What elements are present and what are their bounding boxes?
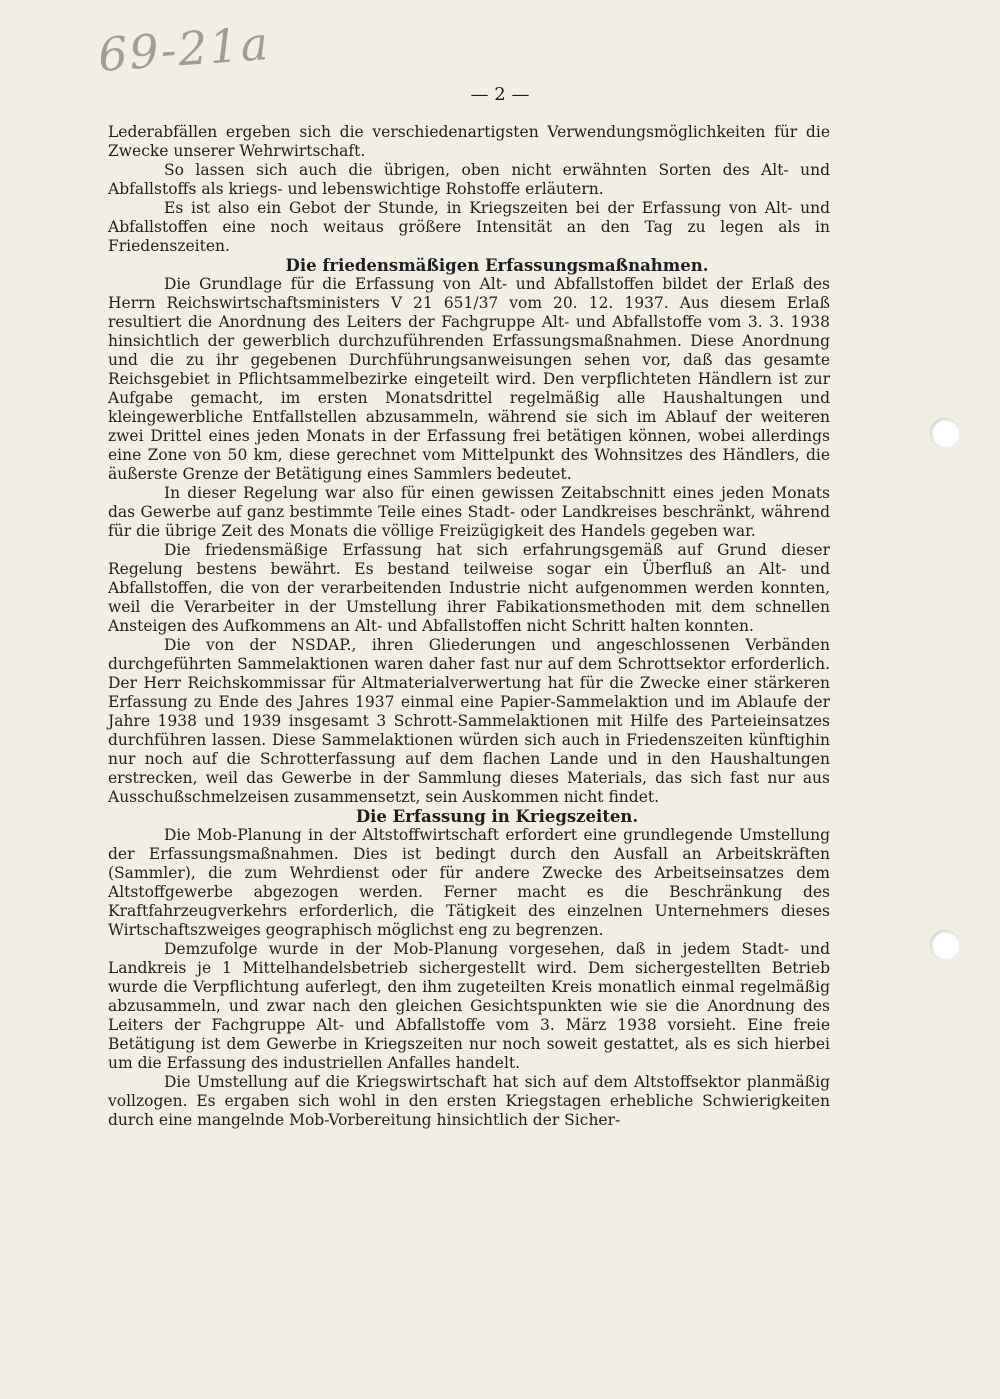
- section-heading: Die Erfassung in Kriegszeiten.: [355, 807, 639, 826]
- paragraph: Lederabfällen ergeben sich die verschiedenartigsten Verwendungsmöglichkeiten für die Zwecke unserer Wehrwirtschaft.: [108, 123, 830, 160]
- paragraph: Demzufolge wurde in der Mob-Planung vorgesehen, daß in jedem Stadt- und Landkreis je 1 Mittelhandelsbetrieb sichergestellt wird. Dem sichergestellten Betrieb wurde die Verpflichtung auferlegt, den ihm zugeteilten Kreis monatlich einmal regelmäßig abzusammeln, und zwar nach den gleichen Gesichtspunkten wie sie die Anordnung des Leiters der Fachgruppe Alt- und Abfallstoffe vom 3. März 1938 vorsieht. Eine freie Betätigung ist dem Gewerbe in Kriegszeiten nur noch soweit gestattet, als es sich hierbei um die Erfassung des industriellen Anfalles handelt.: [108, 940, 830, 1072]
- punch-hole-top: [930, 418, 960, 448]
- paragraph: Die Mob-Planung in der Altstoffwirtschaft erfordert eine grundlegende Umstellung der Erfassungsmaßnahmen. Dies ist bedingt durch den Ausfall an Arbeitskräften (Sammler), die zum Wehrdienst oder für andere Zwecke des Arbeitseinsatzes dem Altstoffgewerbe abgezogen werden. Ferner macht es die Beschränkung des Kraftfahrzeugverkehrs erforderlich, die Tätigkeit des einzelnen Unternehmers dieses Wirtschaftszweiges geographisch möglichst eng zu begrenzen.: [108, 826, 830, 939]
- section-heading: Die friedensmäßigen Erfassungsmaßnahmen.: [285, 256, 709, 275]
- paragraph: Die friedensmäßige Erfassung hat sich erfahrungsgemäß auf Grund dieser Regelung bestens bewährt. Es bestand teilweise sogar ein Überfluß an Alt- und Abfallstoffen, die von der verarbeitenden Industrie nicht aufgenommen werden konnten, weil die Verarbeiter in der Umstellung ihrer Fabikationsmethoden mit dem schnellen Ansteigen des Aufkommens an Alt- und Abfallstoffen nicht Schritt halten konnten.: [108, 541, 830, 635]
- paragraph: So lassen sich auch die übrigen, oben nicht erwähnten Sorten des Alt- und Abfallstoffs als kriegs- und lebenswichtige Rohstoffe erläutern.: [108, 161, 830, 198]
- paragraph: Die Grundlage für die Erfassung von Alt- und Abfallstoffen bildet der Erlaß des Herrn Reichswirtschaftsministers V 21 651/37 vom 20. 12. 1937. Aus diesem Erlaß resultiert die Anordnung des Leiters der Fachgruppe Alt- und Abfallstoffe vom 3. 3. 1938 hinsichtlich der gewerblich durchzuführenden Erfassungsmaßnahmen. Diese Anordnung und die zu ihr gegebenen Durchführungsanweisungen sehen vor, daß das gesamte Reichsgebiet in Pflichtsammelbezirke eingeteilt wird. Den verpflichteten Händlern ist zur Aufgabe gemacht, im ersten Monatsdrittel regelmäßig alle Haushaltungen und kleingewerbliche Entfallstellen abzusammeln, während sie sich im Ablauf der weiteren zwei Drittel eines jeden Monats in der Erfassung frei betätigen können, wobei allerdings eine Zone von 50 km, diese gerechnet vom Mittelpunkt des Wohnsitzes des Händlers, die äußerste Grenze der Betätigung eines Sammlers bedeutet.: [108, 275, 830, 483]
- body-text: [108, 123, 830, 1130]
- paragraph: Es ist also ein Gebot der Stunde, in Kriegszeiten bei der Erfassung von Alt- und Abfallstoffen eine noch weitaus größere Intensität an den Tag zu legen als in Friedenszeiten.: [108, 199, 830, 255]
- punch-hole-bottom: [930, 930, 960, 960]
- paragraph: Die von der NSDAP., ihren Gliederungen und angeschlossenen Verbänden durchgeführten Sammelaktionen waren daher fast nur auf dem Schrottsektor erforderlich. Der Herr Reichskommissar für Altmaterialverwertung hat für die Zwecke einer stärkeren Erfassung zu Ende des Jahres 1937 einmal eine Papier-Sammelaktion und im Ablaufe der Jahre 1938 und 1939 insgesamt 3 Schrott-Sammelaktionen mit Hilfe des Parteieinsatzes durchführen lassen. Diese Sammelaktionen würden sich auch in Friedenszeiten künftighin nur noch auf die Schrotterfassung auf dem flachen Lande und in den Haushaltungen erstrecken, weil das Gewerbe in der Sammlung dieses Materials, das sich fast nur aus Ausschußschmelzeisen zusammensetzt, sein Auskommen nicht findet.: [108, 636, 830, 806]
- paragraph: Die Umstellung auf die Kriegswirtschaft hat sich auf dem Altstoffsektor planmäßig vollzogen. Es ergaben sich wohl in den ersten Kriegstagen erhebliche Schwierigkeiten durch eine mangelnde Mob-Vorbereitung hinsichtlich der Sicher-: [108, 1073, 830, 1129]
- handwritten-note: 69-21a: [96, 16, 272, 82]
- page-number: — 2 —: [470, 84, 530, 105]
- paragraph: In dieser Regelung war also für einen gewissen Zeitabschnitt eines jeden Monats das Gewerbe auf ganz bestimmte Teile eines Stadt- oder Landkreises beschränkt, während für die übrige Zeit des Monats die völlige Freizügigkeit des Handels gegeben war.: [108, 484, 830, 540]
